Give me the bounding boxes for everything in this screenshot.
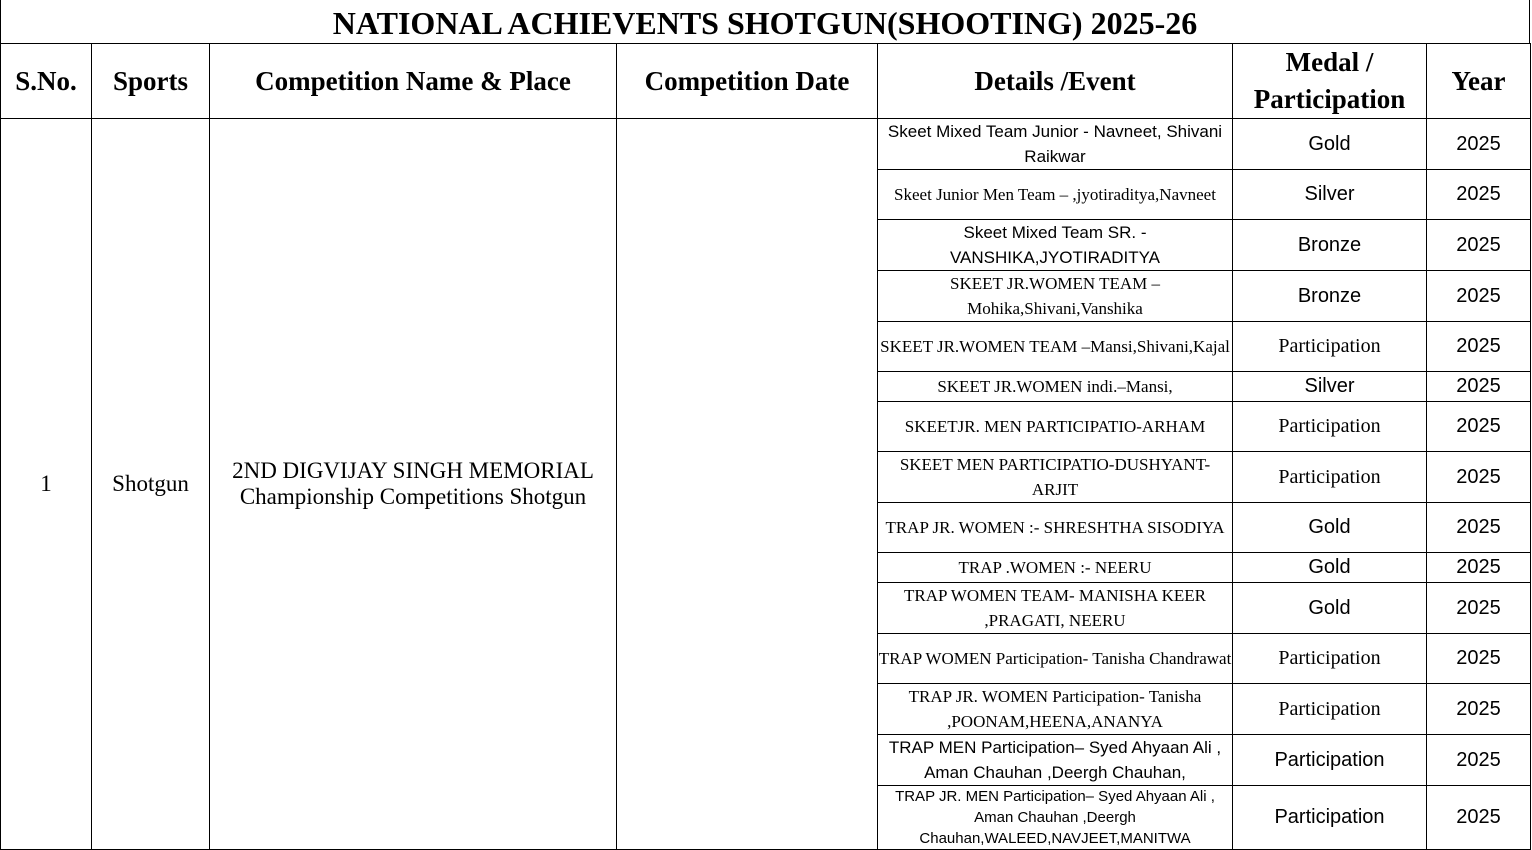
cell-details: SKEET JR.WOMEN TEAM –Mansi,Shivani,Kajal bbox=[878, 322, 1233, 372]
table-row bbox=[1, 119, 1531, 170]
cell-details: TRAP JR. WOMEN :- SHRESHTHA SISODIYA bbox=[878, 503, 1233, 553]
cell-details: TRAP JR. WOMEN Participation- Tanisha ,POONAM,HEENA,ANANYA bbox=[878, 684, 1233, 735]
header-medal-line2: Participation bbox=[1253, 84, 1406, 114]
cell-year: 2025 bbox=[1427, 220, 1531, 271]
header-year: Year bbox=[1427, 44, 1531, 119]
header-date: Competition Date bbox=[617, 44, 878, 119]
cell-medal: Silver bbox=[1233, 170, 1427, 220]
cell-medal: Participation bbox=[1233, 684, 1427, 735]
page-title: NATIONAL ACHIEVENTS SHOTGUN(SHOOTING) 2025-26 bbox=[0, 0, 1530, 44]
cell-date bbox=[617, 119, 878, 850]
cell-details: TRAP WOMEN TEAM- MANISHA KEER ,PRAGATI, NEERU bbox=[878, 583, 1233, 634]
cell-medal: Bronze bbox=[1233, 271, 1427, 322]
cell-year: 2025 bbox=[1427, 553, 1531, 583]
header-competition: Competition Name & Place bbox=[210, 44, 617, 119]
cell-details: Skeet Junior Men Team – ,jyotiraditya,Navneet bbox=[878, 170, 1233, 220]
cell-medal: Participation bbox=[1233, 634, 1427, 684]
cell-details: TRAP MEN Participation– Syed Ahyaan Ali , Aman Chauhan ,Deergh Chauhan, bbox=[878, 735, 1233, 786]
competition-line1: 2ND DIGVIJAY SINGH MEMORIAL bbox=[232, 458, 594, 483]
cell-details: TRAP JR. MEN Participation– Syed Ahyaan Ali , Aman Chauhan ,Deergh Chauhan,WALEED,NAVJEET,MANITWA bbox=[878, 786, 1233, 850]
cell-medal: Participation bbox=[1233, 452, 1427, 503]
cell-year: 2025 bbox=[1427, 452, 1531, 503]
header-medal bbox=[1233, 44, 1427, 119]
header-row bbox=[1, 44, 1531, 119]
header-sno: S.No. bbox=[1, 44, 92, 119]
cell-medal: Gold bbox=[1233, 119, 1427, 170]
cell-year: 2025 bbox=[1427, 503, 1531, 553]
cell-year: 2025 bbox=[1427, 735, 1531, 786]
cell-year: 2025 bbox=[1427, 634, 1531, 684]
header-details: Details /Event bbox=[878, 44, 1233, 119]
cell-sport: Shotgun bbox=[92, 119, 210, 850]
cell-medal: Participation bbox=[1233, 786, 1427, 850]
cell-year: 2025 bbox=[1427, 786, 1531, 850]
cell-year: 2025 bbox=[1427, 119, 1531, 170]
cell-sno: 1 bbox=[1, 119, 92, 850]
achievements-table bbox=[0, 43, 1531, 850]
cell-year: 2025 bbox=[1427, 583, 1531, 634]
cell-details: TRAP WOMEN Participation- Tanisha Chandrawat bbox=[878, 634, 1233, 684]
cell-year: 2025 bbox=[1427, 684, 1531, 735]
cell-medal: Participation bbox=[1233, 322, 1427, 372]
cell-competition bbox=[210, 119, 617, 850]
cell-details: Skeet Mixed Team SR. - VANSHIKA,JYOTIRADITYA bbox=[878, 220, 1233, 271]
cell-medal: Silver bbox=[1233, 372, 1427, 402]
cell-year: 2025 bbox=[1427, 170, 1531, 220]
header-medal-line1: Medal / bbox=[1285, 47, 1374, 77]
competition-line2: Championship Competitions Shotgun bbox=[239, 484, 587, 509]
cell-details: TRAP .WOMEN :- NEERU bbox=[878, 553, 1233, 583]
cell-medal: Participation bbox=[1233, 402, 1427, 452]
cell-details: SKEET JR.WOMEN indi.–Mansi, bbox=[878, 372, 1233, 402]
table-body bbox=[1, 119, 1531, 850]
cell-year: 2025 bbox=[1427, 372, 1531, 402]
cell-year: 2025 bbox=[1427, 271, 1531, 322]
cell-year: 2025 bbox=[1427, 322, 1531, 372]
cell-medal: Gold bbox=[1233, 553, 1427, 583]
cell-medal: Gold bbox=[1233, 503, 1427, 553]
header-sports: Sports bbox=[92, 44, 210, 119]
cell-details: SKEET MEN PARTICIPATIO-DUSHYANT-ARJIT bbox=[878, 452, 1233, 503]
cell-year: 2025 bbox=[1427, 402, 1531, 452]
cell-details: Skeet Mixed Team Junior - Navneet, Shivani Raikwar bbox=[878, 119, 1233, 170]
cell-details: SKEET JR.WOMEN TEAM –Mohika,Shivani,Vanshika bbox=[878, 271, 1233, 322]
cell-medal: Bronze bbox=[1233, 220, 1427, 271]
cell-details: SKEETJR. MEN PARTICIPATIO-ARHAM bbox=[878, 402, 1233, 452]
cell-medal: Participation bbox=[1233, 735, 1427, 786]
cell-medal: Gold bbox=[1233, 583, 1427, 634]
